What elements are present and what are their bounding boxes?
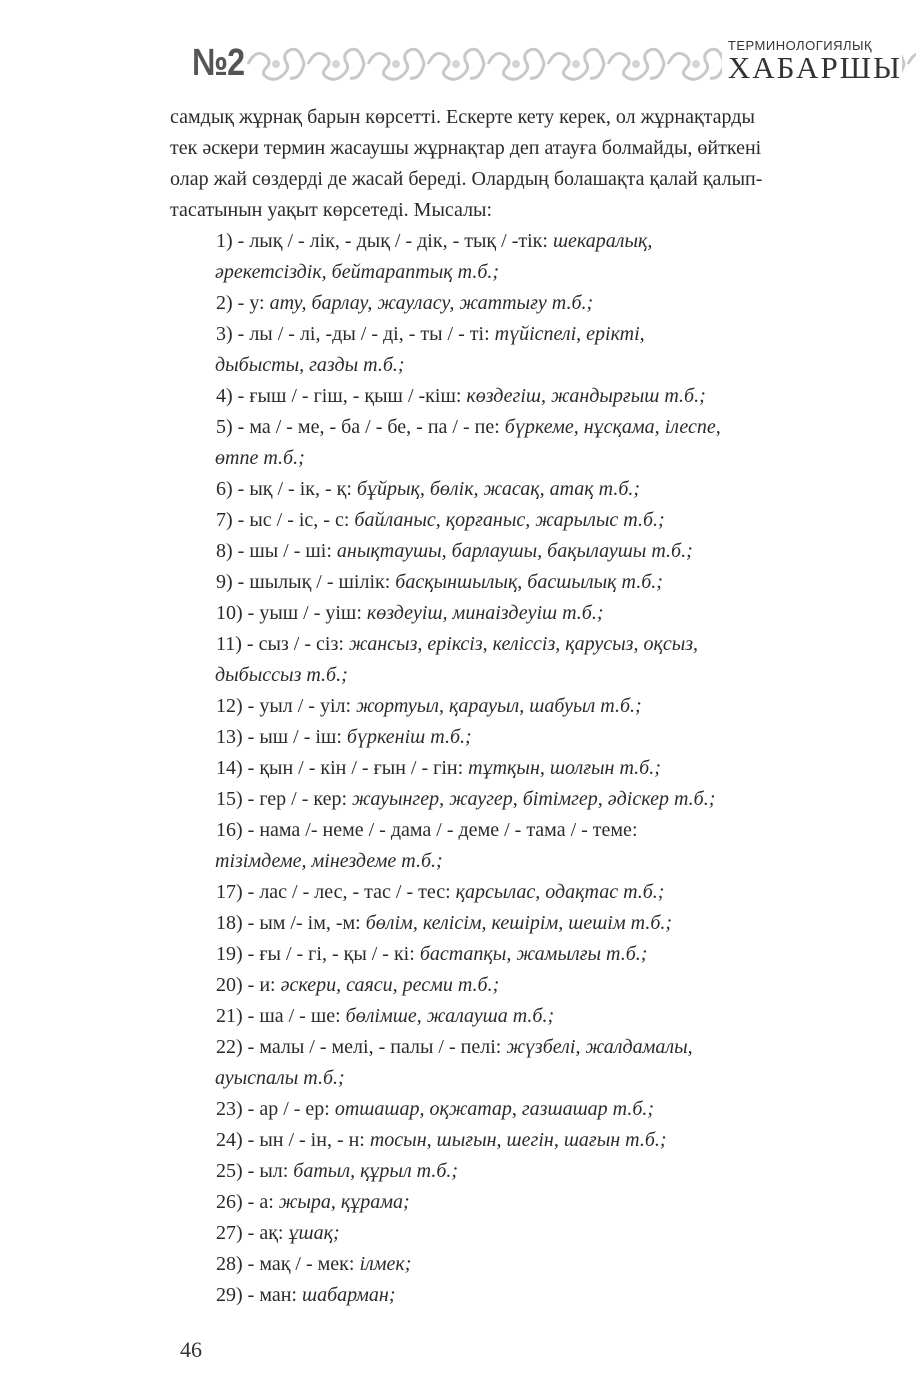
- suffix-line: [216, 877, 916, 908]
- suffix-list-item: [170, 784, 916, 815]
- suffix-list-item: [170, 1280, 916, 1311]
- suffix-text: 1) - лық / - лік, - дық / - дік, - тық / -тік:: [216, 230, 553, 252]
- intro-line: тасатынын уақыт көрсетеді. Мысалы:: [170, 199, 493, 221]
- suffix-text: 2) - у:: [216, 292, 270, 314]
- example-words: анықтаушы, барлаушы, бақылаушы т.б.;: [336, 540, 693, 562]
- page-header: [192, 36, 906, 88]
- suffix-list-item: [170, 226, 916, 288]
- suffix-line: [216, 288, 916, 319]
- example-words: шекаралық,: [552, 230, 653, 252]
- example-words: шабарман;: [301, 1284, 396, 1306]
- suffix-line: [216, 939, 916, 970]
- suffix-text: 22) - малы / - мелі, - палы / - пелі:: [216, 1036, 507, 1058]
- suffix-text: 21) - ша / - ше:: [216, 1005, 346, 1027]
- example-words: бастапқы, жамылғы т.б.;: [419, 943, 648, 965]
- suffix-text: 20) - и:: [216, 974, 281, 996]
- suffix-list-item: [170, 629, 916, 691]
- suffix-text: 7) - ыс / - іс, - с:: [216, 509, 355, 531]
- suffix-line: [216, 536, 916, 567]
- suffix-line: [216, 1280, 916, 1311]
- suffix-text: 14) - қын / - кін / - ғын / - гін:: [216, 757, 469, 779]
- example-words: басқыншылық, басшылық т.б.;: [395, 571, 663, 593]
- example-words: ілмек;: [359, 1253, 412, 1275]
- example-words: отшашар, оқжатар, газшашар т.б.;: [334, 1098, 655, 1120]
- suffix-list-item: [170, 691, 916, 722]
- suffix-line: [216, 381, 916, 412]
- magazine-title-small: ТЕРМИНОЛОГИЯЛЫҚ: [727, 38, 873, 53]
- suffix-line: [216, 226, 916, 257]
- suffix-list-item: [170, 877, 916, 908]
- suffix-text: 27) - ақ:: [216, 1222, 289, 1244]
- suffix-list-item: [170, 939, 916, 970]
- suffix-text: 19) - ғы / - гі, - қы / - кі:: [216, 943, 420, 965]
- suffix-list-item: [170, 722, 916, 753]
- suffix-list-item: [170, 505, 916, 536]
- suffix-line: [216, 474, 916, 505]
- suffix-line: [216, 505, 916, 536]
- example-words-continued: тізімдеме, мінездеме т.б.;: [215, 850, 443, 872]
- suffix-line: [216, 815, 916, 846]
- example-words: тұтқын, шолғын т.б.;: [468, 757, 661, 779]
- example-words-continued: дыбыссыз т.б.;: [215, 664, 348, 686]
- suffix-text: 10) - уыш / - уіш:: [216, 602, 367, 624]
- suffix-list-item: [170, 1094, 916, 1125]
- suffix-line: [216, 753, 916, 784]
- suffix-line: [216, 1249, 916, 1280]
- suffix-line: [216, 1032, 916, 1063]
- page-number: 46: [180, 1337, 202, 1362]
- suffix-list-item: [170, 319, 916, 381]
- suffix-text: 6) - ық / - ік, - қ:: [216, 478, 357, 500]
- suffix-list-item: [170, 567, 916, 598]
- example-words: жыра, құрама;: [278, 1191, 410, 1213]
- suffix-list-item: [170, 536, 916, 567]
- suffix-list-item: [170, 412, 916, 474]
- example-words-continued: әрекетсіздік, бейтараптық т.б.;: [215, 261, 500, 283]
- suffix-list-item: [170, 970, 916, 1001]
- suffix-list-item: [170, 1156, 916, 1187]
- suffix-line: [216, 1156, 916, 1187]
- example-words: бөлім, келісім, кешірім, шешім т.б.;: [365, 912, 673, 934]
- suffix-text: 28) - мақ / - мек:: [216, 1253, 360, 1275]
- suffix-text: 17) - лас / - лес, - тас / - тес:: [216, 881, 456, 903]
- suffix-text: 23) - ар / - ер:: [216, 1098, 335, 1120]
- suffix-line: [216, 319, 916, 350]
- example-words: батыл, құрыл т.б.;: [293, 1160, 459, 1182]
- example-words: бұйрық, бөлік, жасақ, атақ т.б.;: [356, 478, 641, 500]
- suffix-text: 12) - уыл / - уіл:: [216, 695, 357, 717]
- suffix-text: 13) - ыш / - іш:: [216, 726, 347, 748]
- suffix-text: 9) - шылық / - шілік:: [216, 571, 396, 593]
- suffix-list-item: [170, 288, 916, 319]
- suffix-list-item: [170, 474, 916, 505]
- suffix-list-item: [170, 815, 916, 877]
- suffix-text: 29) - ман:: [216, 1284, 302, 1306]
- suffix-list-item: [170, 381, 916, 412]
- example-words: әскери, саяси, ресми т.б.;: [280, 974, 500, 996]
- intro-paragraph: [170, 102, 916, 226]
- example-words-continued: дыбысты, газды т.б.;: [215, 354, 405, 376]
- intro-line: олар жай сөздерді де жасай береді. Олардың болашақта қалай қалып-: [170, 168, 763, 190]
- magazine-title: [722, 38, 902, 85]
- suffix-list-item: [170, 753, 916, 784]
- example-words: түйіспелі, ерікті,: [494, 323, 645, 345]
- suffix-text: 11) - сыз / - сіз:: [216, 633, 349, 655]
- suffix-line: [216, 1125, 916, 1156]
- example-words: бөлімше, жалауша т.б.;: [345, 1005, 555, 1027]
- example-words: байланыс, қорғаныс, жарылыс т.б.;: [354, 509, 665, 531]
- suffix-text: 4) - ғыш / - гіш, - қыш / -кіш:: [216, 385, 467, 407]
- suffix-list-item: [170, 1218, 916, 1249]
- suffix-text: 3) - лы / - лі, -ды / - ді, - ты / - ті:: [216, 323, 495, 345]
- example-words-continued: ауыспалы т.б.;: [215, 1067, 345, 1089]
- example-words: көздеуіш, минаіздеуіш т.б.;: [366, 602, 604, 624]
- suffix-line: [216, 1094, 916, 1125]
- suffix-list-item: [170, 1187, 916, 1218]
- page-body: [170, 102, 916, 1311]
- suffix-line: [216, 784, 916, 815]
- suffix-line: [216, 722, 916, 753]
- suffix-list-item: [170, 1125, 916, 1156]
- intro-line: тек әскери термин жасаушы жұрнақтар деп атауға болмайды, өйткені: [170, 137, 762, 159]
- example-words: көздегіш, жандырғыш т.б.;: [466, 385, 706, 407]
- suffix-list-item: [170, 1001, 916, 1032]
- magazine-title-big: ХАБАРШЫ: [727, 50, 902, 85]
- suffix-list-item: [170, 1032, 916, 1094]
- suffix-line: [216, 970, 916, 1001]
- suffix-line: [216, 1001, 916, 1032]
- suffix-text: 8) - шы / - ші:: [216, 540, 337, 562]
- suffix-line: [216, 908, 916, 939]
- suffix-line: [216, 629, 916, 660]
- example-words: жортуыл, қарауыл, шабуыл т.б.;: [356, 695, 642, 717]
- example-words: жансыз, еріксіз, келіссіз, қарусыз, оқсыз,: [348, 633, 699, 655]
- suffix-list-item: [170, 598, 916, 629]
- intro-line: самдық жұрнақ барын көрсетті. Ескерте кету керек, ол жұрнақтарды: [170, 106, 755, 128]
- example-words: жүзбелі, жалдамалы,: [506, 1036, 693, 1058]
- suffix-line: [216, 1187, 916, 1218]
- suffix-line: [216, 691, 916, 722]
- suffix-text: 15) - гер / - кер:: [216, 788, 353, 810]
- suffix-text: 25) - ыл:: [216, 1160, 294, 1182]
- example-words: бүркеме, нұсқама, ілеспе,: [504, 416, 721, 438]
- example-words: қарсылас, одақтас т.б.;: [455, 881, 665, 903]
- example-words: ату, барлау, жауласу, жаттығу т.б.;: [269, 292, 594, 314]
- suffix-line: [216, 412, 916, 443]
- example-words: бүркеніш т.б.;: [346, 726, 472, 748]
- example-words: тосын, шығын, шегін, шағын т.б.;: [369, 1129, 667, 1151]
- suffix-line: [216, 598, 916, 629]
- suffix-list-item: [170, 1249, 916, 1280]
- issue-number: №2: [192, 42, 245, 84]
- suffix-line: [216, 1218, 916, 1249]
- example-words: ұшақ;: [288, 1222, 340, 1244]
- suffix-text: 18) - ым /- ім, -м:: [216, 912, 366, 934]
- suffix-text: 24) - ын / - ін, - н:: [216, 1129, 370, 1151]
- suffix-text: 5) - ма / - ме, - ба / - бе, - па / - пе:: [216, 416, 505, 438]
- suffix-text: 16) - нама /- неме / - дама / - деме / - тама / - теме:: [216, 819, 638, 841]
- example-words-continued: өтпе т.б.;: [215, 447, 305, 469]
- suffix-line: [216, 567, 916, 598]
- suffix-list: [170, 226, 916, 1311]
- example-words: жауынгер, жаугер, бітімгер, әдіскер т.б.;: [352, 788, 716, 810]
- suffix-text: 26) - а:: [216, 1191, 279, 1213]
- suffix-list-item: [170, 908, 916, 939]
